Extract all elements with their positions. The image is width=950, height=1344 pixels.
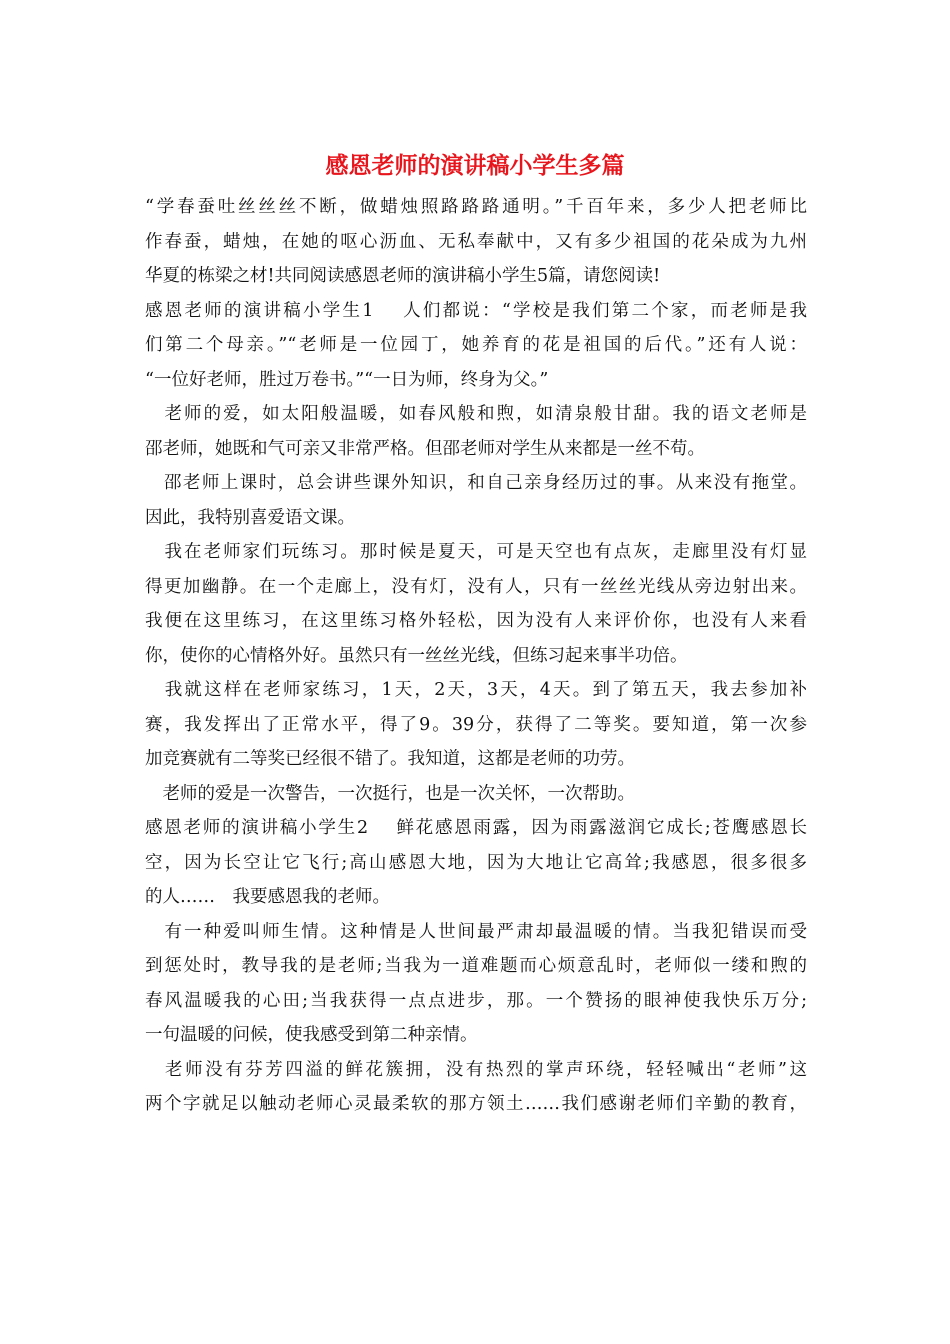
text-line: 我就这样在老师家练习，1天，2天，3天，4天。到了第五天，我去参加补 [145, 680, 807, 700]
text-line: 春风温暖我的心田;当我获得一点点进步，那。一个赞扬的眼神使我快乐万分; [145, 990, 807, 1011]
text-line: 一句温暖的问候，使我感受到第二种亲情。 [145, 1025, 478, 1045]
document-title: 感恩老师的演讲稿小学生多篇 [325, 152, 625, 179]
text-line: 两个字就足以触动老师心灵最柔软的那方领土……我们感谢老师们辛勤的教育， [145, 1094, 807, 1114]
text-line: 有一种爱叫师生情。这种情是人世间最严肃却最温暖的情。当我犯错误而受 [145, 921, 807, 942]
text-line: 赛，我发挥出了正常水平，得了9。39分，获得了二等奖。要知道，第一次参 [145, 714, 807, 735]
text-line: 我便在这里练习，在这里练习格外轻松，因为没有人来评价你，也没有人来看 [145, 611, 807, 631]
text-line: 老师没有芬芳四溢的鲜花簇拥，没有热烈的掌声环绕，轻轻喊出“老师”这 [145, 1059, 807, 1080]
text-line: 邵老师，她既和气可亲又非常严格。但邵老师对学生从来都是一丝不苟。 [145, 438, 705, 459]
text-line: 的人…… 我要感恩我的老师。 [145, 887, 390, 907]
text-line: 老师的爱是一次警告，一次挺行，也是一次关怀，一次帮助。 [145, 783, 635, 804]
text-line: 空，因为长空让它飞行;高山感恩大地，因为大地让它高耸;我感恩，很多很多 [145, 852, 807, 873]
document-body [145, 190, 807, 1122]
text-line: “学春蚕吐丝丝丝不断，做蜡烛照路路路通明。”千百年来，多少人把老师比 [145, 197, 807, 217]
text-line: 邵老师上课时，总会讲些课外知识，和自己亲身经历过的事。从来没有拖堂。 [145, 473, 807, 493]
text-line: “一位好老师，胜过万卷书。”“一日为师，终身为父。” [145, 369, 549, 390]
text-line: 因此，我特别喜爱语文课。 [145, 507, 355, 528]
text-line: 你，使你的心情格外好。虽然只有一丝丝光线，但练习起来事半功倍。 [145, 645, 688, 666]
text-line: 到惩处时，教导我的是老师;当我为一道难题而心烦意乱时，老师似一缕和煦的 [145, 956, 807, 976]
text-line: 华夏的栋梁之材!共同阅读感恩老师的演讲稿小学生5篇，请您阅读! [145, 266, 661, 286]
section-heading-line: 感恩老师的演讲稿小学生2 鲜花感恩雨露，因为雨露滋润它成长;苍鹰感恩长 [145, 818, 807, 838]
text-line: 得更加幽静。在一个走廊上，没有灯，没有人，只有一丝丝光线从旁边射出来。 [145, 576, 807, 597]
text-line: 们第二个母亲。”“老师是一位园丁，她养育的花是祖国的后代。”还有人说： [145, 335, 807, 355]
section-heading-line: 感恩老师的演讲稿小学生1 人们都说：“学校是我们第二个家，而老师是我 [145, 300, 807, 321]
text-line: 加竞赛就有二等奖已经很不错了。我知道，这都是老师的功劳。 [145, 749, 635, 769]
text-line: 作春蚕，蜡烛，在她的呕心沥血、无私奉献中，又有多少祖国的花朵成为九州 [145, 231, 807, 252]
text-line: 老师的爱，如太阳般温暖，如春风般和煦，如清泉般甘甜。我的语文老师是 [145, 404, 807, 424]
text-line: 我在老师家们玩练习。那时候是夏天，可是天空也有点灰，走廊里没有灯显 [145, 542, 807, 562]
